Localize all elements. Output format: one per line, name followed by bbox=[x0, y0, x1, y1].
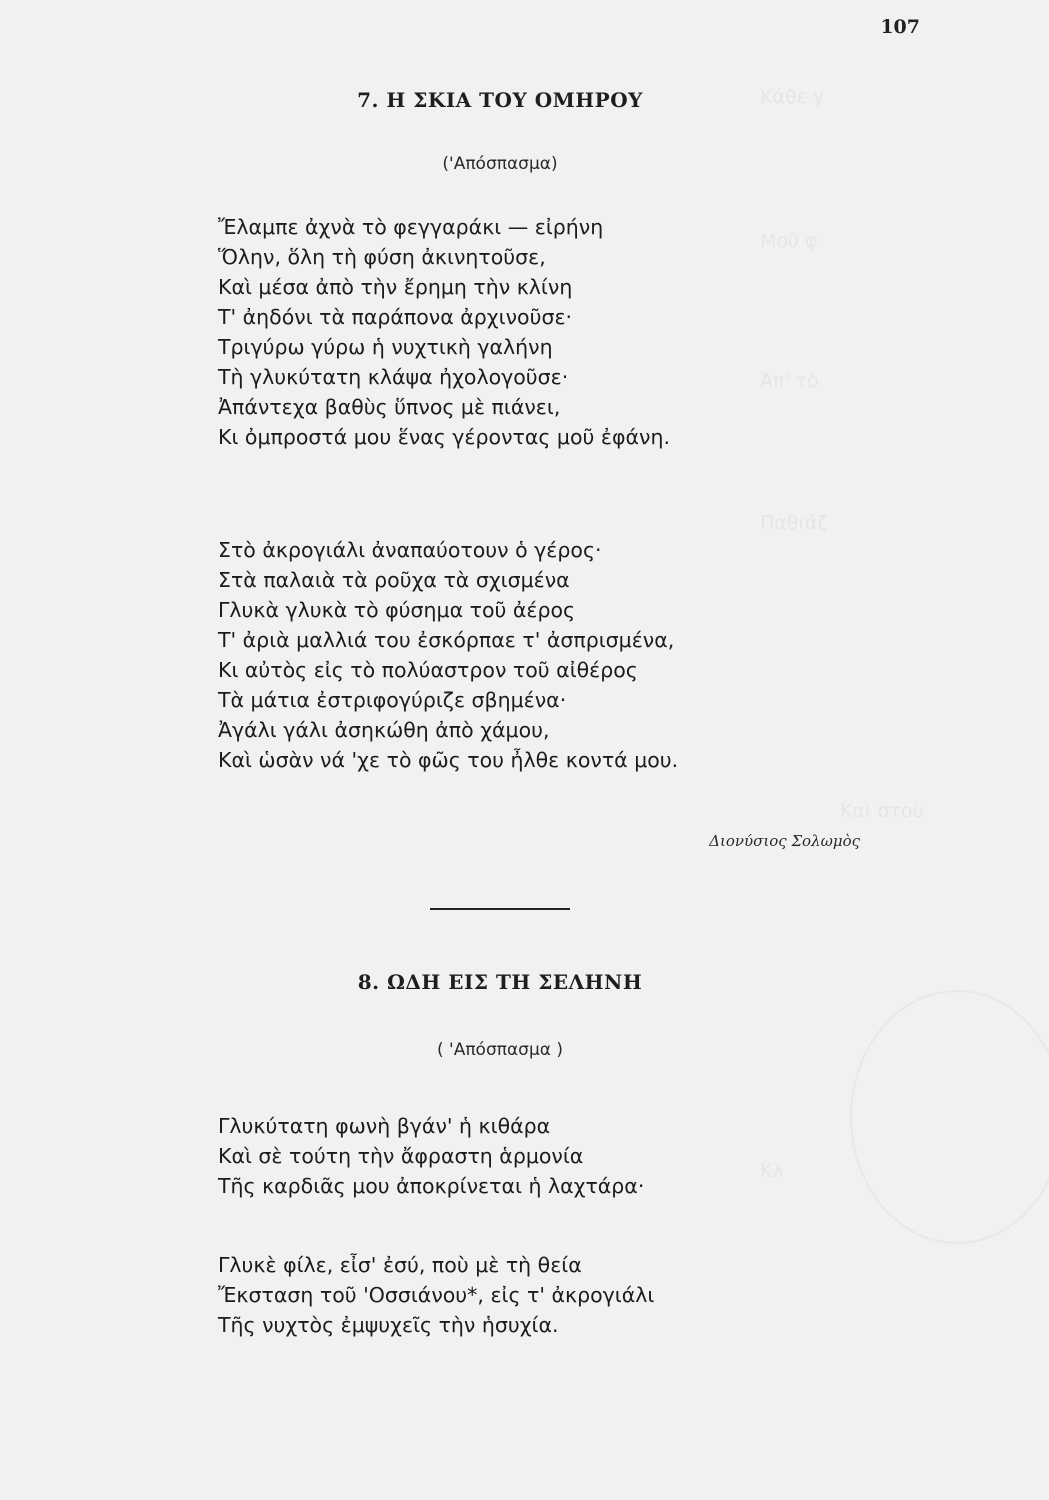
verse-line: Κι ὀμπροστά μου ἕνας γέροντας μοῦ ἐφάνη. bbox=[218, 425, 670, 449]
section-divider bbox=[430, 908, 570, 910]
poem-stanza bbox=[218, 1250, 858, 1340]
verse-line: Κι αὐτὸς εἰς τὸ πολύαστρον τοῦ αἰθέρος bbox=[218, 658, 638, 682]
poem-author: Διονύσιος Σολωμὸς bbox=[709, 832, 860, 850]
bleed-through bbox=[840, 800, 924, 822]
verse-line: Ἀπάντεχα βαθὺς ὕπνος μὲ πιάνει, bbox=[218, 395, 561, 419]
verse-line: Στὰ παλαιὰ τὰ ροῦχα τὰ σχισμένα bbox=[218, 568, 570, 592]
verse-line: Τὴ γλυκύτατη κλάψα ἠχολογοῦσε· bbox=[218, 365, 569, 389]
verse-line: Καὶ μέσα ἀπὸ τὴν ἔρημη τὴν κλίνη bbox=[218, 275, 573, 299]
poem-stanza bbox=[218, 212, 858, 452]
page-number: 107 bbox=[880, 16, 920, 38]
verse-line: Γλυκὰ γλυκὰ τὸ φύσημα τοῦ ἀέρος bbox=[218, 598, 576, 622]
poem-stanza bbox=[218, 1111, 858, 1201]
verse-line: Γλυκύτατη φωνὴ βγάν' ἡ κιθάρα bbox=[218, 1114, 551, 1138]
poem-subtitle: ('Απόσπασμα) bbox=[442, 154, 558, 174]
verse-line: Καὶ σὲ τούτη τὴν ἄφραστη ἁρμονία bbox=[218, 1144, 584, 1168]
verse-line: Τὰ μάτια ἐστριφογύριζε σβημένα· bbox=[218, 688, 567, 712]
verse-line: Τ' ἀριὰ μαλλιά του ἐσκόρπαε τ' ἀσπρισμένα, bbox=[218, 628, 675, 652]
bleed-through bbox=[760, 512, 828, 534]
verse-line: Τῆς νυχτὸς ἐμψυχεῖς τὴν ἡσυχία. bbox=[218, 1313, 559, 1337]
verse-line: Γλυκὲ φίλε, εἶσ' ἐσύ, ποὺ μὲ τὴ θεία bbox=[218, 1253, 582, 1277]
verse-line: Τριγύρω γύρω ἡ νυχτικὴ γαλήνη bbox=[218, 335, 553, 359]
poem-stanza bbox=[218, 535, 858, 775]
verse-line: Τῆς καρδιᾶς μου ἀποκρίνεται ἡ λαχτάρα· bbox=[218, 1174, 645, 1198]
verse-line: Τ' ἀηδόνι τὰ παράπονα ἀρχινοῦσε· bbox=[218, 305, 573, 329]
poem-title: 7. Η ΣΚΙΑ ΤΟΥ ΟΜΗΡΟΥ bbox=[357, 88, 643, 112]
verse-line: Ἔκσταση τοῦ 'Οσσιάνου*, εἰς τ' ἀκρογιάλι bbox=[218, 1283, 655, 1307]
verse-line: Καὶ ὡσὰν νά 'χε τὸ φῶς του ἦλθε κοντά μου. bbox=[218, 748, 679, 772]
verse-line: Στὸ ἀκρογιάλι ἀναπαύοτουν ὁ γέρος· bbox=[218, 538, 602, 562]
verse-line: Ἀγάλι γάλι ἀσηκώθη ἀπὸ χάμου, bbox=[218, 718, 550, 742]
bleed-through-stamp bbox=[850, 990, 1049, 1244]
poem-subtitle: ( 'Απόσπασμα ) bbox=[436, 1040, 564, 1060]
verse-line: Ἔλαμπε ἀχνὰ τὸ φεγγαράκι — εἰρήνη bbox=[218, 215, 604, 239]
verse-line: Ὅλην, ὅλη τὴ φύση ἀκινητοῦσε, bbox=[218, 245, 546, 269]
poem-title: 8. ΩΔΗ ΕΙΣ ΤΗ ΣΕΛΗΝΗ bbox=[357, 970, 643, 994]
